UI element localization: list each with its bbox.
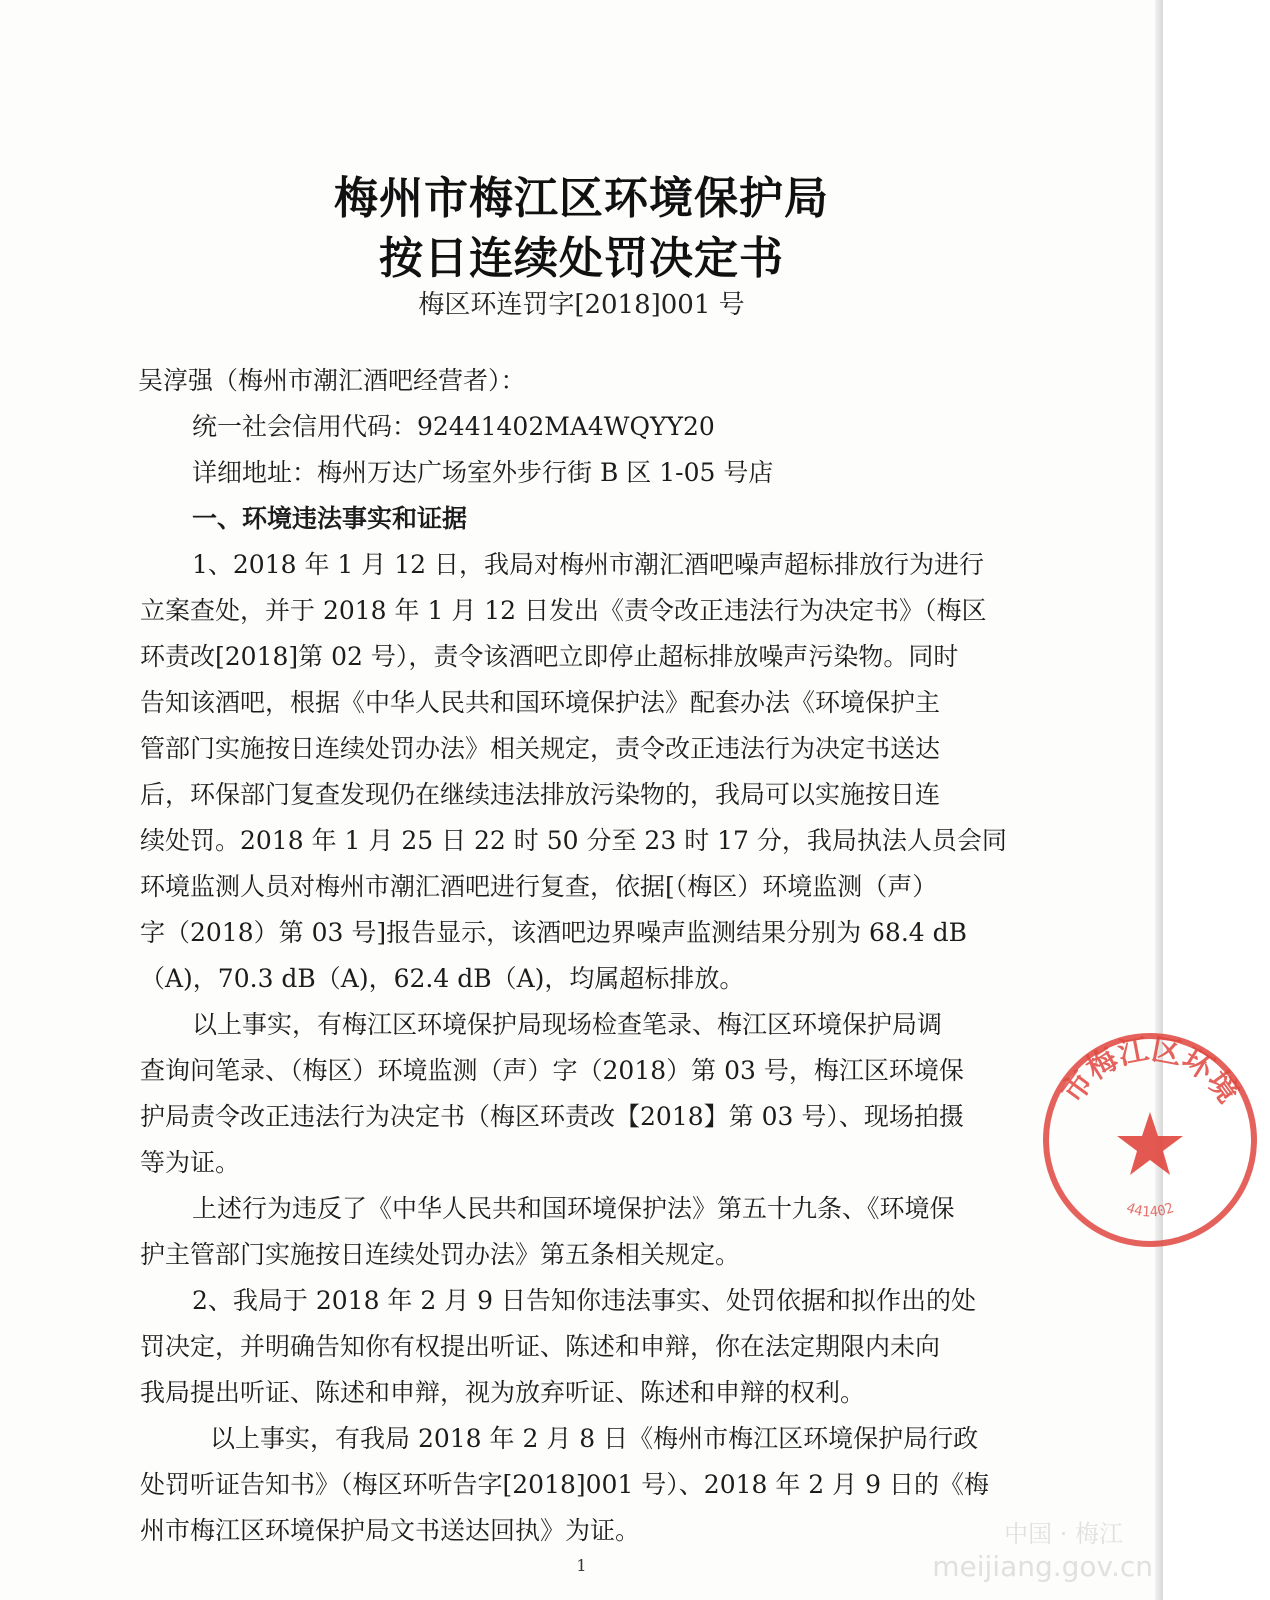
svg-text:441402 [1124, 1200, 1176, 1220]
body-line: 以上事实，有我局 2018 年 2 月 8 日《梅州市梅江区环境保护局行政 [210, 1424, 979, 1453]
body-line: 立案查处，并于 2018 年 1 月 12 日发出《责令改正违法行为决定书》（梅区 [140, 596, 987, 625]
body-line: 上述行为违反了《中华人民共和国环境保护法》第五十九条、《环境保 [192, 1194, 955, 1223]
address-line: 详细地址：梅州万达广场室外步行街 B 区 1-05 号店 [192, 458, 774, 487]
document-title-line2: 按日连续处罚决定书 [379, 233, 784, 284]
section1-heading: 一、环境违法事实和证据 [192, 504, 468, 533]
official-seal [1030, 1020, 1270, 1260]
body-line: 后，环保部门复查发现仍在继续违法排放污染物的，我局可以实施按日连 [140, 780, 941, 809]
body-line: 2、我局于 2018 年 2 月 9 日告知你违法事实、处罚依据和拟作出的处 [192, 1286, 977, 1315]
svg-text:市梅江区环境 [1055, 1032, 1245, 1110]
body-line: 管部门实施按日连续处罚办法》相关规定，责令改正违法行为决定书送达 [140, 734, 941, 763]
body-line: 字（2018）第 03 号]报告显示，该酒吧边界噪声监测结果分别为 68.4 dB [140, 918, 968, 947]
body-line: 等为证。 [140, 1148, 241, 1177]
seal-code: 441402 [1123, 1200, 1177, 1221]
seal-star-icon [1117, 1112, 1183, 1175]
body-line: 以上事实，有梅江区环境保护局现场检查笔录、梅江区环境保护局调 [192, 1010, 943, 1039]
document-title-line1: 梅州市梅江区环境保护局 [334, 173, 829, 224]
body-line: 处罚听证告知书》（梅区环听告字[2018]001 号）、2018 年 2 月 9 日的《梅 [140, 1470, 989, 1499]
body-line: 我局提出听证、陈述和申辩，视为放弃听证、陈述和申辩的权利。 [140, 1378, 866, 1407]
seal-text: 市梅江区环境 [1054, 1032, 1246, 1110]
body-line: 告知该酒吧，根据《中华人民共和国环境保护法》配套办法《环境保护主 [140, 688, 941, 717]
page-number: 1 [576, 1556, 587, 1575]
body-line: （A)，70.3 dB（A)，62.4 dB（A)，均属超标排放。 [140, 964, 745, 993]
body-line: 护局责令改正违法行为决定书（梅区环责改【2018】第 03 号）、现场拍摄 [140, 1102, 964, 1131]
body-line: 1、2018 年 1 月 12 日，我局对梅州市潮汇酒吧噪声超标排放行为进行 [192, 550, 984, 579]
recipient-line: 吴淳强（梅州市潮汇酒吧经营者）： [138, 366, 526, 395]
body-line: 查询问笔录、（梅区）环境监测（声）字（2018）第 03 号，梅江区环境保 [140, 1056, 964, 1085]
body-line: 环境监测人员对梅州市潮汇酒吧进行复查，依据[（梅区）环境监测（声） [140, 872, 938, 901]
watermark-line1: 中国 · 梅江 [1004, 1520, 1123, 1548]
body-line: 护主管部门实施按日连续处罚办法》第五条相关规定。 [140, 1240, 741, 1269]
body-line: 环责改[2018]第 02 号），责令该酒吧立即停止超标排放噪声污染物。同时 [140, 642, 959, 671]
body-line: 州市梅江区环境保护局文书送达回执》为证。 [140, 1516, 641, 1545]
body-line: 罚决定，并明确告知你有权提出听证、陈述和申辩，你在法定期限内未向 [140, 1332, 941, 1361]
document-number: 梅区环连罚字[2018]001 号 [418, 290, 745, 320]
credit-code-line: 统一社会信用代码：92441402MA4WQYY20 [192, 412, 715, 441]
watermark-line2: meijiang.gov.cn [932, 1550, 1153, 1583]
body-line: 续处罚。2018 年 1 月 25 日 22 时 50 分至 23 时 17 分，我局执法人员会同 [140, 826, 1007, 855]
